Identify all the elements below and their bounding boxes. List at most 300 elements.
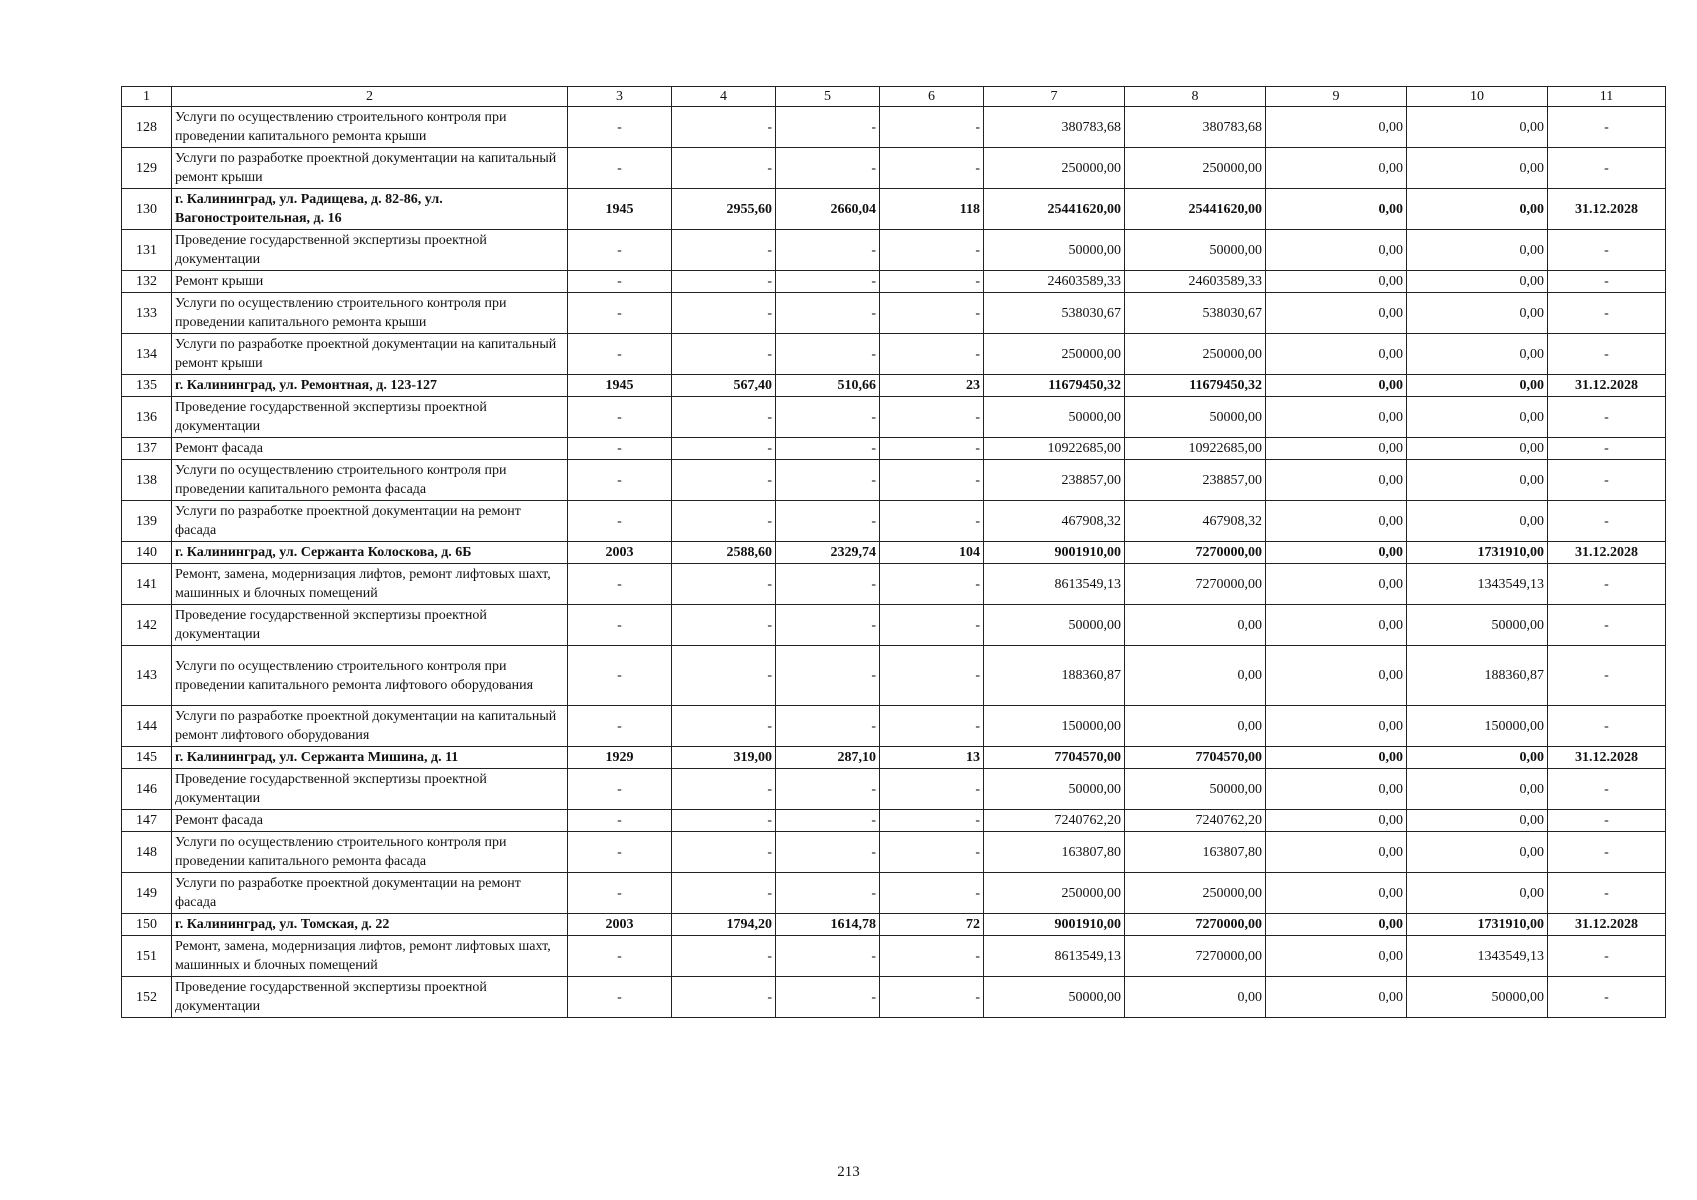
row-number-cell: 145 <box>122 747 172 769</box>
work-item-row <box>122 107 1666 148</box>
total-area-cell: - <box>672 334 776 375</box>
column-number-header: 9 <box>1266 87 1407 107</box>
owners-cost-cell: 0,00 <box>1407 501 1548 542</box>
work-description-cell: Проведение государственной экспертизы проектной документации <box>172 230 568 271</box>
deadline-cell: - <box>1548 564 1666 605</box>
total-area-cell: - <box>672 977 776 1018</box>
total-cost-cell: 250000,00 <box>984 873 1125 914</box>
fund-cost-cell: 467908,32 <box>1125 501 1266 542</box>
owners-cost-cell: 0,00 <box>1407 148 1548 189</box>
fund-cost-cell: 238857,00 <box>1125 460 1266 501</box>
address-row <box>122 375 1666 397</box>
row-number-cell: 150 <box>122 914 172 936</box>
residents-count-cell: - <box>880 810 984 832</box>
row-number-cell: 140 <box>122 542 172 564</box>
residents-count-cell: 104 <box>880 542 984 564</box>
deadline-cell: - <box>1548 769 1666 810</box>
row-number-cell: 128 <box>122 107 172 148</box>
deadline-cell: - <box>1548 148 1666 189</box>
work-description-cell: Услуги по разработке проектной документации на ремонт фасада <box>172 501 568 542</box>
total-cost-cell: 50000,00 <box>984 977 1125 1018</box>
total-cost-cell: 50000,00 <box>984 230 1125 271</box>
work-item-row <box>122 605 1666 646</box>
budget-cost-cell: 0,00 <box>1266 810 1407 832</box>
year-cell: - <box>568 646 672 706</box>
residents-count-cell: - <box>880 936 984 977</box>
total-area-cell: - <box>672 873 776 914</box>
total-area-cell: 2588,60 <box>672 542 776 564</box>
owners-cost-cell: 0,00 <box>1407 271 1548 293</box>
row-number-cell: 152 <box>122 977 172 1018</box>
owners-cost-cell: 0,00 <box>1407 293 1548 334</box>
owners-cost-cell: 0,00 <box>1407 107 1548 148</box>
work-item-row <box>122 334 1666 375</box>
deadline-cell: - <box>1548 334 1666 375</box>
budget-cost-cell: 0,00 <box>1266 271 1407 293</box>
total-cost-cell: 150000,00 <box>984 706 1125 747</box>
year-cell: 2003 <box>568 914 672 936</box>
row-number-cell: 138 <box>122 460 172 501</box>
budget-cost-cell: 0,00 <box>1266 914 1407 936</box>
year-cell: - <box>568 977 672 1018</box>
work-description-cell: Ремонт крыши <box>172 271 568 293</box>
total-cost-cell: 9001910,00 <box>984 914 1125 936</box>
deadline-cell: - <box>1548 107 1666 148</box>
deadline-cell: - <box>1548 832 1666 873</box>
total-area-cell: - <box>672 460 776 501</box>
budget-cost-cell: 0,00 <box>1266 564 1407 605</box>
row-number-cell: 144 <box>122 706 172 747</box>
column-number-header: 1 <box>122 87 172 107</box>
living-area-cell: 287,10 <box>776 747 880 769</box>
living-area-cell: - <box>776 605 880 646</box>
deadline-cell: - <box>1548 501 1666 542</box>
living-area-cell: 1614,78 <box>776 914 880 936</box>
column-number-header: 10 <box>1407 87 1548 107</box>
row-number-cell: 136 <box>122 397 172 438</box>
year-cell: - <box>568 936 672 977</box>
residents-count-cell: - <box>880 769 984 810</box>
row-number-cell: 148 <box>122 832 172 873</box>
budget-cost-cell: 0,00 <box>1266 747 1407 769</box>
owners-cost-cell: 0,00 <box>1407 747 1548 769</box>
year-cell: 2003 <box>568 542 672 564</box>
total-cost-cell: 380783,68 <box>984 107 1125 148</box>
living-area-cell: - <box>776 334 880 375</box>
work-description-cell: г. Калининград, ул. Сержанта Колоскова, д. 6Б <box>172 542 568 564</box>
year-cell: - <box>568 873 672 914</box>
owners-cost-cell: 1343549,13 <box>1407 564 1548 605</box>
column-number-header: 4 <box>672 87 776 107</box>
total-cost-cell: 10922685,00 <box>984 438 1125 460</box>
row-number-cell: 142 <box>122 605 172 646</box>
total-area-cell: - <box>672 397 776 438</box>
fund-cost-cell: 24603589,33 <box>1125 271 1266 293</box>
residents-count-cell: 23 <box>880 375 984 397</box>
total-cost-cell: 50000,00 <box>984 605 1125 646</box>
fund-cost-cell: 380783,68 <box>1125 107 1266 148</box>
work-item-row <box>122 936 1666 977</box>
fund-cost-cell: 25441620,00 <box>1125 189 1266 230</box>
budget-cost-cell: 0,00 <box>1266 397 1407 438</box>
owners-cost-cell: 50000,00 <box>1407 605 1548 646</box>
column-number-header: 2 <box>172 87 568 107</box>
residents-count-cell: - <box>880 271 984 293</box>
year-cell: - <box>568 832 672 873</box>
work-item-row <box>122 810 1666 832</box>
budget-cost-cell: 0,00 <box>1266 769 1407 810</box>
budget-cost-cell: 0,00 <box>1266 460 1407 501</box>
fund-cost-cell: 7270000,00 <box>1125 914 1266 936</box>
row-number-cell: 137 <box>122 438 172 460</box>
residents-count-cell: - <box>880 293 984 334</box>
fund-cost-cell: 50000,00 <box>1125 769 1266 810</box>
budget-cost-cell: 0,00 <box>1266 646 1407 706</box>
owners-cost-cell: 0,00 <box>1407 873 1548 914</box>
page-number: 213 <box>837 1164 860 1180</box>
residents-count-cell: - <box>880 873 984 914</box>
work-description-cell: г. Калининград, ул. Томская, д. 22 <box>172 914 568 936</box>
owners-cost-cell: 0,00 <box>1407 460 1548 501</box>
year-cell: 1945 <box>568 189 672 230</box>
total-area-cell: - <box>672 564 776 605</box>
work-description-cell: Проведение государственной экспертизы проектной документации <box>172 977 568 1018</box>
owners-cost-cell: 1731910,00 <box>1407 542 1548 564</box>
total-area-cell: - <box>672 832 776 873</box>
work-item-row <box>122 148 1666 189</box>
owners-cost-cell: 1731910,00 <box>1407 914 1548 936</box>
total-area-cell: - <box>672 769 776 810</box>
work-item-row <box>122 873 1666 914</box>
owners-cost-cell: 0,00 <box>1407 810 1548 832</box>
deadline-cell: 31.12.2028 <box>1548 747 1666 769</box>
deadline-cell: 31.12.2028 <box>1548 375 1666 397</box>
row-number-cell: 141 <box>122 564 172 605</box>
residents-count-cell: - <box>880 832 984 873</box>
residents-count-cell: - <box>880 706 984 747</box>
work-item-row <box>122 501 1666 542</box>
residents-count-cell: - <box>880 334 984 375</box>
budget-cost-cell: 0,00 <box>1266 438 1407 460</box>
work-description-cell: Услуги по разработке проектной документации на ремонт фасада <box>172 873 568 914</box>
fund-cost-cell: 0,00 <box>1125 977 1266 1018</box>
total-area-cell: 319,00 <box>672 747 776 769</box>
work-description-cell: Ремонт фасада <box>172 810 568 832</box>
column-number-header: 7 <box>984 87 1125 107</box>
work-item-row <box>122 769 1666 810</box>
row-number-cell: 143 <box>122 646 172 706</box>
work-description-cell: Проведение государственной экспертизы проектной документации <box>172 397 568 438</box>
owners-cost-cell: 1343549,13 <box>1407 936 1548 977</box>
year-cell: 1945 <box>568 375 672 397</box>
year-cell: - <box>568 438 672 460</box>
fund-cost-cell: 7704570,00 <box>1125 747 1266 769</box>
fund-cost-cell: 50000,00 <box>1125 397 1266 438</box>
total-area-cell: 567,40 <box>672 375 776 397</box>
fund-cost-cell: 7240762,20 <box>1125 810 1266 832</box>
total-area-cell: - <box>672 936 776 977</box>
living-area-cell: - <box>776 293 880 334</box>
total-cost-cell: 25441620,00 <box>984 189 1125 230</box>
work-item-row <box>122 230 1666 271</box>
deadline-cell: - <box>1548 271 1666 293</box>
row-number-cell: 132 <box>122 271 172 293</box>
budget-cost-cell: 0,00 <box>1266 542 1407 564</box>
work-item-row <box>122 706 1666 747</box>
year-cell: - <box>568 460 672 501</box>
year-cell: - <box>568 271 672 293</box>
deadline-cell: - <box>1548 706 1666 747</box>
work-description-cell: г. Калининград, ул. Ремонтная, д. 123-127 <box>172 375 568 397</box>
column-number-header: 6 <box>880 87 984 107</box>
deadline-cell: 31.12.2028 <box>1548 542 1666 564</box>
total-area-cell: - <box>672 646 776 706</box>
total-area-cell: 2955,60 <box>672 189 776 230</box>
living-area-cell: - <box>776 706 880 747</box>
budget-cost-cell: 0,00 <box>1266 107 1407 148</box>
address-row <box>122 914 1666 936</box>
residents-count-cell: - <box>880 564 984 605</box>
fund-cost-cell: 7270000,00 <box>1125 564 1266 605</box>
row-number-cell: 147 <box>122 810 172 832</box>
work-item-row <box>122 460 1666 501</box>
fund-cost-cell: 250000,00 <box>1125 873 1266 914</box>
deadline-cell: - <box>1548 646 1666 706</box>
year-cell: - <box>568 769 672 810</box>
residents-count-cell: - <box>880 397 984 438</box>
year-cell: 1929 <box>568 747 672 769</box>
fund-cost-cell: 0,00 <box>1125 646 1266 706</box>
residents-count-cell: 13 <box>880 747 984 769</box>
work-item-row <box>122 397 1666 438</box>
total-area-cell: - <box>672 438 776 460</box>
owners-cost-cell: 50000,00 <box>1407 977 1548 1018</box>
work-description-cell: Услуги по осуществлению строительного контроля при проведении капитального ремонта крыши <box>172 293 568 334</box>
total-area-cell: - <box>672 706 776 747</box>
deadline-cell: - <box>1548 810 1666 832</box>
year-cell: - <box>568 293 672 334</box>
owners-cost-cell: 188360,87 <box>1407 646 1548 706</box>
budget-cost-cell: 0,00 <box>1266 832 1407 873</box>
total-cost-cell: 7704570,00 <box>984 747 1125 769</box>
budget-cost-cell: 0,00 <box>1266 706 1407 747</box>
column-number-header: 3 <box>568 87 672 107</box>
work-item-row <box>122 646 1666 706</box>
living-area-cell: - <box>776 810 880 832</box>
living-area-cell: - <box>776 460 880 501</box>
year-cell: - <box>568 107 672 148</box>
total-area-cell: - <box>672 501 776 542</box>
deadline-cell: - <box>1548 605 1666 646</box>
budget-cost-cell: 0,00 <box>1266 605 1407 646</box>
total-cost-cell: 7240762,20 <box>984 810 1125 832</box>
fund-cost-cell: 250000,00 <box>1125 334 1266 375</box>
year-cell: - <box>568 397 672 438</box>
year-cell: - <box>568 564 672 605</box>
work-description-cell: Проведение государственной экспертизы проектной документации <box>172 769 568 810</box>
address-row <box>122 189 1666 230</box>
fund-cost-cell: 0,00 <box>1125 605 1266 646</box>
total-cost-cell: 538030,67 <box>984 293 1125 334</box>
fund-cost-cell: 50000,00 <box>1125 230 1266 271</box>
total-cost-cell: 8613549,13 <box>984 564 1125 605</box>
budget-cost-cell: 0,00 <box>1266 977 1407 1018</box>
column-number-header: 8 <box>1125 87 1266 107</box>
work-description-cell: Проведение государственной экспертизы проектной документации <box>172 605 568 646</box>
work-description-cell: Услуги по осуществлению строительного контроля при проведении капитального ремонта фасада <box>172 832 568 873</box>
deadline-cell: - <box>1548 438 1666 460</box>
year-cell: - <box>568 605 672 646</box>
living-area-cell: - <box>776 769 880 810</box>
living-area-cell: - <box>776 271 880 293</box>
residents-count-cell: - <box>880 605 984 646</box>
work-description-cell: г. Калининград, ул. Радищева, д. 82-86, ул. Вагоностроительная, д. 16 <box>172 189 568 230</box>
work-description-cell: Услуги по разработке проектной документации на капитальный ремонт крыши <box>172 148 568 189</box>
owners-cost-cell: 0,00 <box>1407 230 1548 271</box>
year-cell: - <box>568 501 672 542</box>
residents-count-cell: - <box>880 148 984 189</box>
living-area-cell: - <box>776 977 880 1018</box>
fund-cost-cell: 163807,80 <box>1125 832 1266 873</box>
owners-cost-cell: 150000,00 <box>1407 706 1548 747</box>
column-number-header: 11 <box>1548 87 1666 107</box>
budget-cost-cell: 0,00 <box>1266 189 1407 230</box>
living-area-cell: - <box>776 501 880 542</box>
residents-count-cell: - <box>880 230 984 271</box>
year-cell: - <box>568 334 672 375</box>
work-description-cell: Услуги по разработке проектной документации на капитальный ремонт лифтового оборудования <box>172 706 568 747</box>
work-description-cell: Ремонт, замена, модернизация лифтов, ремонт лифтовых шахт, машинных и блочных помещений <box>172 936 568 977</box>
work-description-cell: Услуги по осуществлению строительного контроля при проведении капитального ремонта фасада <box>172 460 568 501</box>
budget-cost-cell: 0,00 <box>1266 230 1407 271</box>
living-area-cell: - <box>776 230 880 271</box>
row-number-cell: 129 <box>122 148 172 189</box>
year-cell: - <box>568 148 672 189</box>
total-area-cell: - <box>672 605 776 646</box>
living-area-cell: - <box>776 936 880 977</box>
work-item-row <box>122 832 1666 873</box>
deadline-cell: 31.12.2028 <box>1548 189 1666 230</box>
budget-cost-cell: 0,00 <box>1266 501 1407 542</box>
budget-cost-cell: 0,00 <box>1266 375 1407 397</box>
owners-cost-cell: 0,00 <box>1407 189 1548 230</box>
living-area-cell: 510,66 <box>776 375 880 397</box>
fund-cost-cell: 7270000,00 <box>1125 936 1266 977</box>
year-cell: - <box>568 706 672 747</box>
total-area-cell: 1794,20 <box>672 914 776 936</box>
total-cost-cell: 250000,00 <box>984 148 1125 189</box>
column-number-header-row <box>122 87 1666 107</box>
fund-cost-cell: 7270000,00 <box>1125 542 1266 564</box>
living-area-cell: 2329,74 <box>776 542 880 564</box>
total-cost-cell: 24603589,33 <box>984 271 1125 293</box>
year-cell: - <box>568 230 672 271</box>
row-number-cell: 134 <box>122 334 172 375</box>
work-description-cell: Услуги по осуществлению строительного контроля при проведении капитального ремонта крыши <box>172 107 568 148</box>
address-row <box>122 542 1666 564</box>
total-cost-cell: 238857,00 <box>984 460 1125 501</box>
fund-cost-cell: 11679450,32 <box>1125 375 1266 397</box>
budget-cost-cell: 0,00 <box>1266 148 1407 189</box>
deadline-cell: - <box>1548 977 1666 1018</box>
row-number-cell: 130 <box>122 189 172 230</box>
address-row <box>122 747 1666 769</box>
deadline-cell: - <box>1548 397 1666 438</box>
row-number-cell: 131 <box>122 230 172 271</box>
capital-repair-table <box>121 86 1666 1018</box>
owners-cost-cell: 0,00 <box>1407 438 1548 460</box>
document-table-container <box>121 86 1665 1018</box>
year-cell: - <box>568 810 672 832</box>
work-description-cell: Услуги по осуществлению строительного контроля при проведении капитального ремонта лифтового оборудования <box>172 646 568 706</box>
total-area-cell: - <box>672 810 776 832</box>
total-area-cell: - <box>672 230 776 271</box>
residents-count-cell: - <box>880 107 984 148</box>
residents-count-cell: - <box>880 460 984 501</box>
row-number-cell: 139 <box>122 501 172 542</box>
budget-cost-cell: 0,00 <box>1266 936 1407 977</box>
living-area-cell: - <box>776 873 880 914</box>
owners-cost-cell: 0,00 <box>1407 334 1548 375</box>
table-body <box>122 107 1666 1018</box>
work-item-row <box>122 293 1666 334</box>
total-cost-cell: 50000,00 <box>984 397 1125 438</box>
row-number-cell: 151 <box>122 936 172 977</box>
total-cost-cell: 8613549,13 <box>984 936 1125 977</box>
residents-count-cell: 118 <box>880 189 984 230</box>
deadline-cell: - <box>1548 873 1666 914</box>
total-area-cell: - <box>672 293 776 334</box>
owners-cost-cell: 0,00 <box>1407 397 1548 438</box>
budget-cost-cell: 0,00 <box>1266 293 1407 334</box>
total-area-cell: - <box>672 107 776 148</box>
living-area-cell: - <box>776 397 880 438</box>
deadline-cell: - <box>1548 293 1666 334</box>
total-cost-cell: 50000,00 <box>984 769 1125 810</box>
total-cost-cell: 11679450,32 <box>984 375 1125 397</box>
row-number-cell: 133 <box>122 293 172 334</box>
residents-count-cell: - <box>880 646 984 706</box>
total-cost-cell: 250000,00 <box>984 334 1125 375</box>
owners-cost-cell: 0,00 <box>1407 769 1548 810</box>
deadline-cell: - <box>1548 230 1666 271</box>
work-item-row <box>122 438 1666 460</box>
work-item-row <box>122 564 1666 605</box>
fund-cost-cell: 10922685,00 <box>1125 438 1266 460</box>
total-cost-cell: 9001910,00 <box>984 542 1125 564</box>
total-cost-cell: 188360,87 <box>984 646 1125 706</box>
work-description-cell: Ремонт, замена, модернизация лифтов, ремонт лифтовых шахт, машинных и блочных помещений <box>172 564 568 605</box>
work-description-cell: Услуги по разработке проектной документации на капитальный ремонт крыши <box>172 334 568 375</box>
column-number-header: 5 <box>776 87 880 107</box>
residents-count-cell: 72 <box>880 914 984 936</box>
work-description-cell: г. Калининград, ул. Сержанта Мишина, д. 11 <box>172 747 568 769</box>
work-item-row <box>122 977 1666 1018</box>
budget-cost-cell: 0,00 <box>1266 873 1407 914</box>
fund-cost-cell: 0,00 <box>1125 706 1266 747</box>
living-area-cell: - <box>776 148 880 189</box>
fund-cost-cell: 250000,00 <box>1125 148 1266 189</box>
budget-cost-cell: 0,00 <box>1266 334 1407 375</box>
work-description-cell: Ремонт фасада <box>172 438 568 460</box>
living-area-cell: - <box>776 438 880 460</box>
row-number-cell: 135 <box>122 375 172 397</box>
living-area-cell: - <box>776 564 880 605</box>
total-cost-cell: 467908,32 <box>984 501 1125 542</box>
residents-count-cell: - <box>880 977 984 1018</box>
deadline-cell: - <box>1548 460 1666 501</box>
owners-cost-cell: 0,00 <box>1407 832 1548 873</box>
